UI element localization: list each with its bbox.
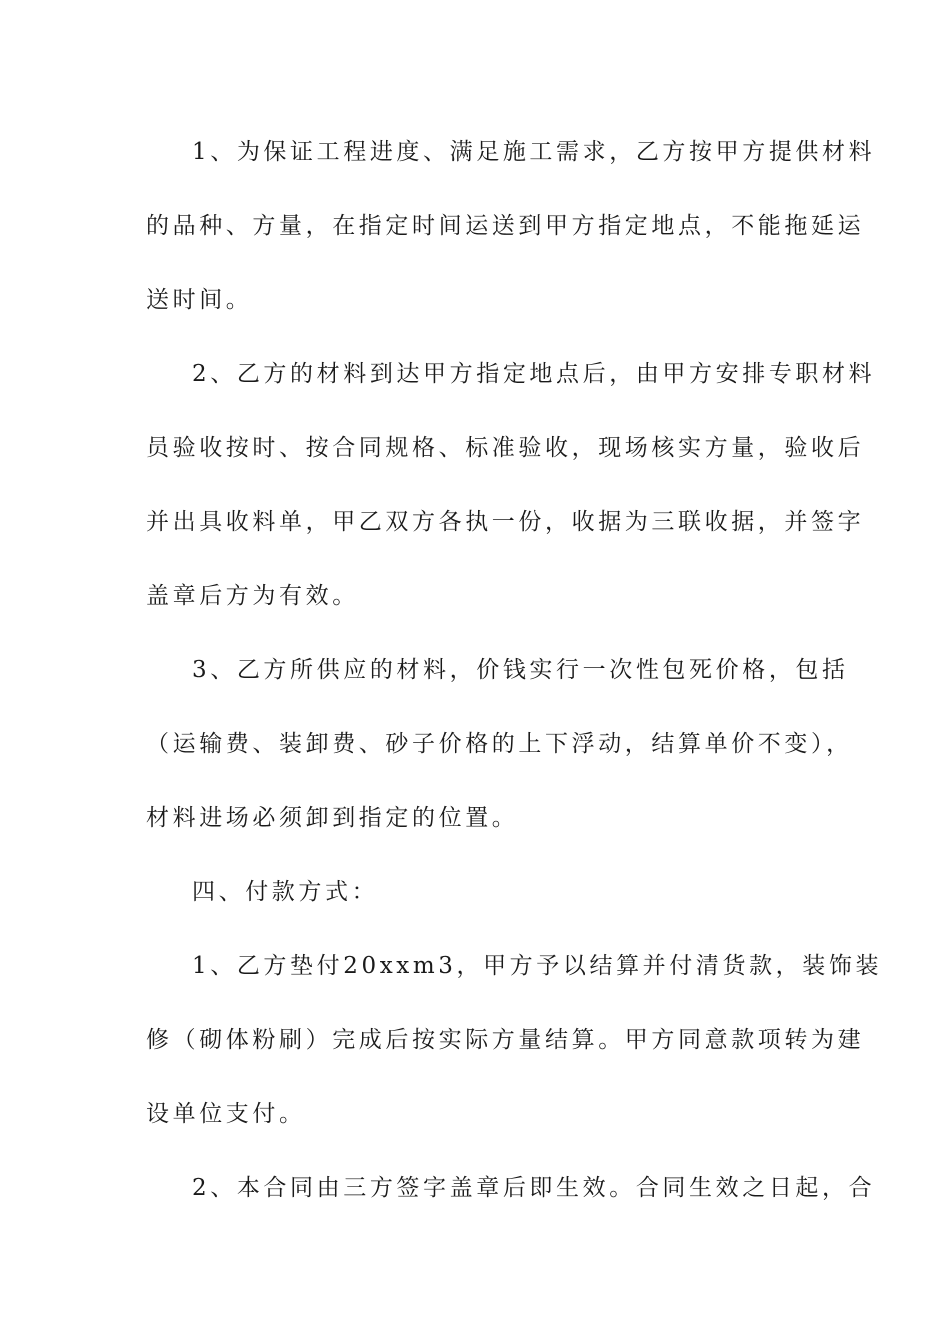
clause-3-line-3: 材料进场必须卸到指定的位置。 xyxy=(146,805,519,831)
clause-3-line-1: 3、乙方所供应的材料，价钱实行一次性包死价格，包括 xyxy=(192,657,849,683)
clause-2-line-1: 2、乙方的材料到达甲方指定地点后，由甲方安排专职材料 xyxy=(192,361,876,387)
payment-clause-1-line-2: 修（砌体粉刷）完成后按实际方量结算。甲方同意款项转为建 xyxy=(146,1027,865,1053)
clause-1-line-2: 的品种、方量，在指定时间运送到甲方指定地点，不能拖延运 xyxy=(146,213,865,239)
clause-2-line-4: 盖章后方为有效。 xyxy=(146,583,359,609)
clause-3-line-2: （运输费、装卸费、砂子价格的上下浮动，结算单价不变）， xyxy=(146,731,853,757)
clause-2-line-3: 并出具收料单，甲乙双方各执一份，收据为三联收据，并签字 xyxy=(146,509,865,535)
clause-1-line-3: 送时间。 xyxy=(146,287,253,313)
section-heading-payment: 四、付款方式： xyxy=(192,879,379,905)
payment-clause-2-line-1: 2、本合同由三方签字盖章后即生效。合同生效之日起，合 xyxy=(192,1175,876,1201)
clause-1-line-1: 1、为保证工程进度、满足施工需求，乙方按甲方提供材料 xyxy=(192,139,876,165)
clause-2-line-2: 员验收按时、按合同规格、标准验收，现场核实方量，验收后 xyxy=(146,435,865,461)
payment-clause-1-line-1: 1、乙方垫付20xxm3，甲方予以结算并付清货款，装饰装 xyxy=(192,953,883,979)
payment-clause-1-line-3: 设单位支付。 xyxy=(146,1101,306,1127)
